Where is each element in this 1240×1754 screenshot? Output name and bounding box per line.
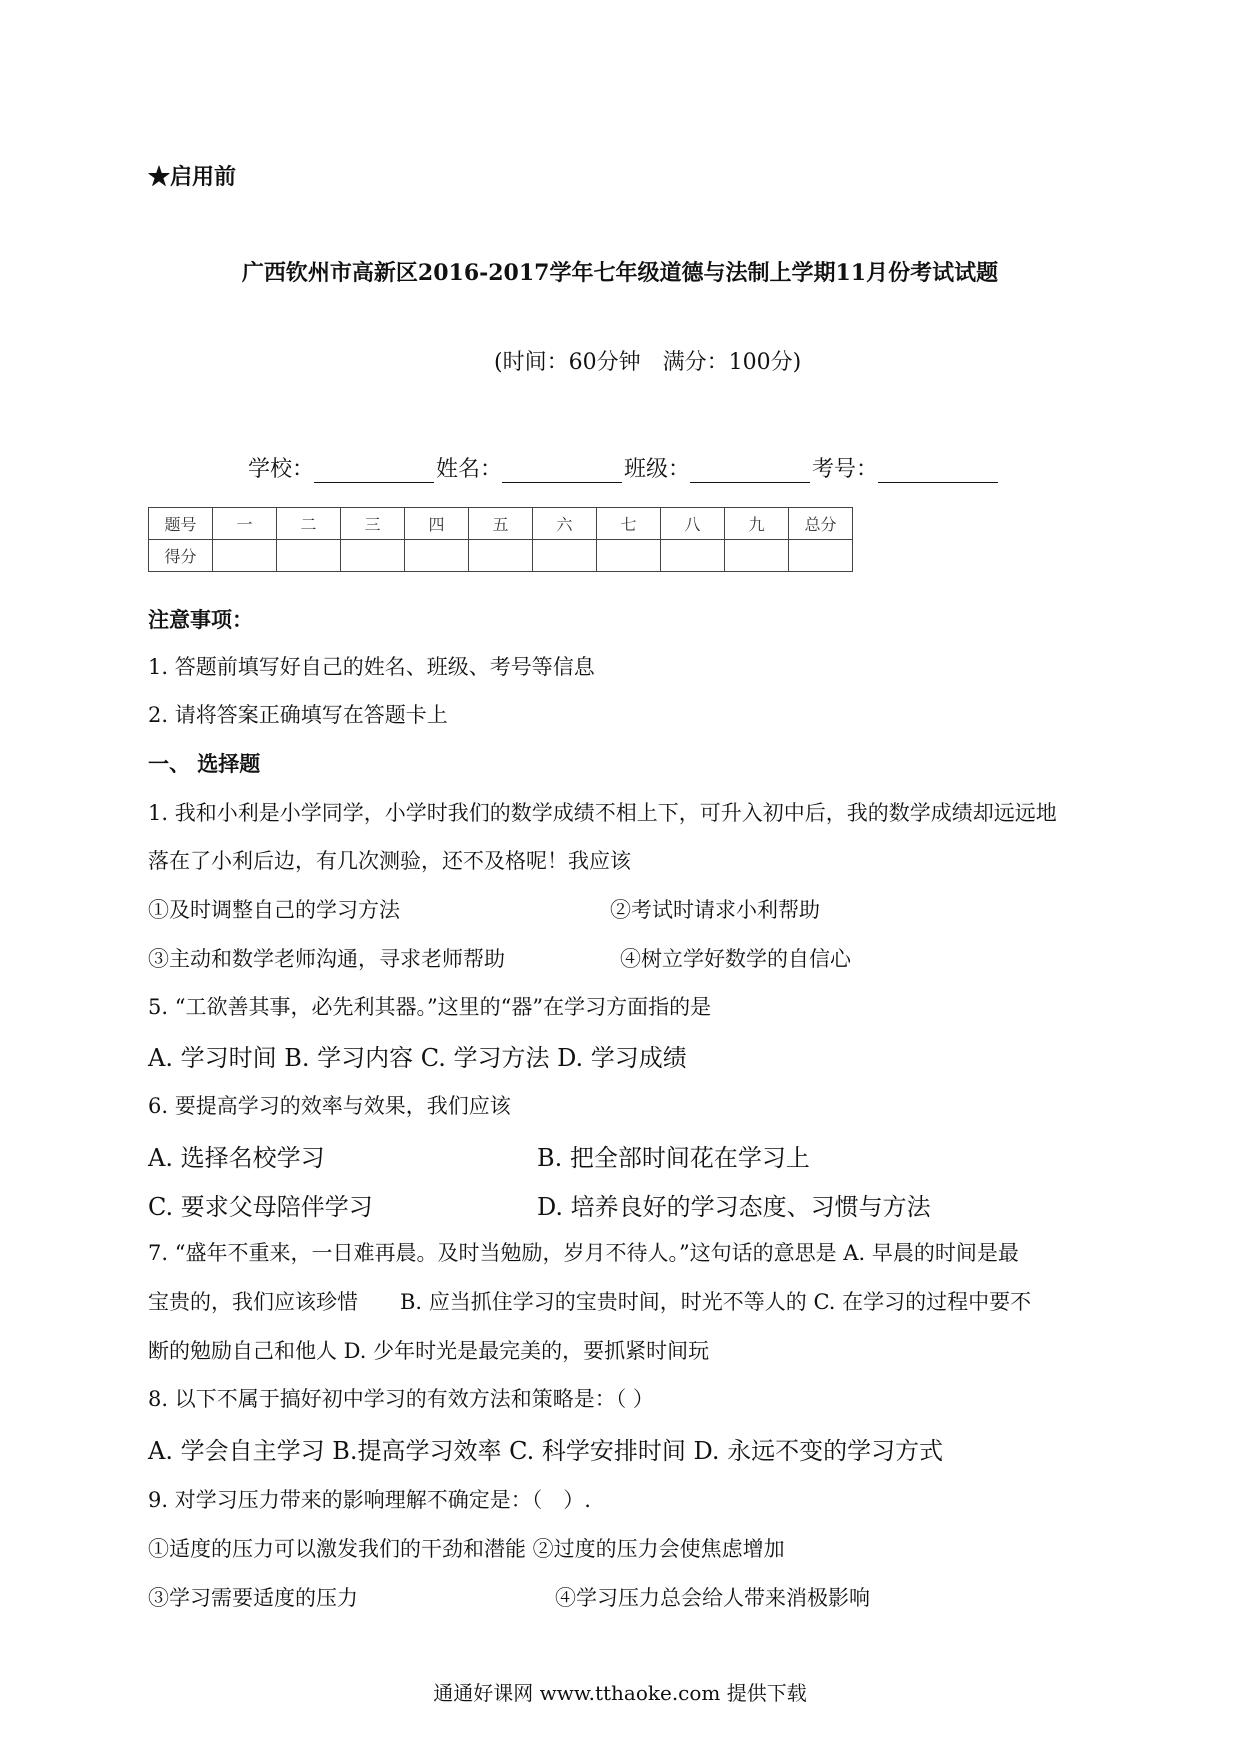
question-8-stem: 8. 以下不属于搞好初中学习的有效方法和策略是：（ ） <box>148 1387 654 1411</box>
class-label: 班级： <box>624 457 691 482</box>
note-item: 1. 答题前填写好自己的姓名、班级、考号等信息 <box>148 655 595 679</box>
question-5-stem: 5. “工欲善其事，必先利其器。”这里的“器”在学习方面指的是 <box>148 995 712 1019</box>
score-cell[interactable] <box>213 540 277 572</box>
exam-number-blank[interactable] <box>878 458 998 483</box>
student-info-row <box>248 452 1000 483</box>
score-cell[interactable] <box>341 540 405 572</box>
question-7-line-3: 断的勉励自己和他人 D. 少年时光是最完美的，要抓紧时间玩 <box>148 1339 710 1363</box>
score-cell[interactable] <box>789 540 853 572</box>
score-row-label: 得分 <box>149 540 213 572</box>
score-header-cell: 九 <box>725 508 789 540</box>
question-6-option: D. 培养良好的学习态度、习惯与方法 <box>537 1193 931 1221</box>
score-cell[interactable] <box>469 540 533 572</box>
question-8-options: A. 学会自主学习 B.提高学习效率 C. 科学安排时间 D. 永远不变的学习方式 <box>148 1437 944 1465</box>
score-header-cell: 一 <box>213 508 277 540</box>
score-cell[interactable] <box>533 540 597 572</box>
question-7-line-2: 宝贵的，我们应该珍惜 B. 应当抓住学习的宝贵时间，时光不等人的 C. 在学习的过程中要不 <box>148 1290 1032 1314</box>
school-blank[interactable] <box>314 458 434 483</box>
question-5-options: A. 学习时间 B. 学习内容 C. 学习方法 D. 学习成绩 <box>148 1044 687 1072</box>
confidential-mark: ★启用前 <box>148 164 237 190</box>
question-9-option: ④学习压力总会给人带来消极影响 <box>555 1586 870 1610</box>
score-cell[interactable] <box>405 540 469 572</box>
score-header-cell: 三 <box>341 508 405 540</box>
score-table-score-row <box>149 540 853 572</box>
class-blank[interactable] <box>690 458 810 483</box>
section-heading: 一、 选择题 <box>148 751 261 776</box>
score-header-cell: 二 <box>277 508 341 540</box>
question-9-stem: 9. 对学习压力带来的影响理解不确定是：（ ）. <box>148 1488 591 1512</box>
question-6-option: B. 把全部时间花在学习上 <box>537 1144 810 1172</box>
score-header-cell: 五 <box>469 508 533 540</box>
question-6-stem: 6. 要提高学习的效率与效果，我们应该 <box>148 1094 511 1118</box>
score-cell[interactable] <box>597 540 661 572</box>
question-6-option: C. 要求父母陪伴学习 <box>148 1193 373 1221</box>
question-9-option: ③学习需要适度的压力 <box>148 1586 358 1610</box>
question-6-option: A. 选择名校学习 <box>148 1144 325 1172</box>
question-9-options: ①适度的压力可以激发我们的干劲和潜能 ②过度的压力会使焦虑增加 <box>148 1537 785 1561</box>
score-header-cell: 总分 <box>789 508 853 540</box>
question-1-option: ①及时调整自己的学习方法 <box>148 898 400 922</box>
note-item: 2. 请将答案正确填写在答题卡上 <box>148 703 448 727</box>
score-cell[interactable] <box>661 540 725 572</box>
score-cell[interactable] <box>277 540 341 572</box>
score-header-cell: 六 <box>533 508 597 540</box>
score-header-cell: 七 <box>597 508 661 540</box>
footer-source: 通通好课网 www.tthaoke.com 提供下载 <box>433 1681 807 1705</box>
question-1-option: ③主动和数学老师沟通，寻求老师帮助 <box>148 947 505 971</box>
question-1-line-1: 1. 我和小利是小学同学，小学时我们的数学成绩不相上下，可升入初中后，我的数学成绩却远远地 <box>148 801 1057 825</box>
question-1-line-2: 落在了小利后边，有几次测验，还不及格呢！我应该 <box>148 849 631 873</box>
notes-heading: 注意事项： <box>148 607 253 632</box>
exam-title: 广西钦州市高新区2016-2017学年七年级道德与法制上学期11月份考试试题 <box>241 260 999 286</box>
score-header-cell: 四 <box>405 508 469 540</box>
name-label: 姓名： <box>436 457 503 482</box>
question-7-line-1: 7. “盛年不重来，一日难再晨。及时当勉励，岁月不待人。”这句话的意思是 A. 早晨的时间是最 <box>148 1241 1019 1265</box>
score-cell[interactable] <box>725 540 789 572</box>
school-label: 学校： <box>248 457 315 482</box>
score-header-cell: 题号 <box>149 508 213 540</box>
score-header-cell: 八 <box>661 508 725 540</box>
score-table-header-row <box>149 508 853 540</box>
name-blank[interactable] <box>502 458 622 483</box>
exam-number-label: 考号： <box>812 457 879 482</box>
exam-subtitle: (时间：60分钟 满分：100分) <box>494 350 802 375</box>
score-table <box>148 507 853 572</box>
question-1-option: ②考试时请求小利帮助 <box>610 898 820 922</box>
question-1-option: ④树立学好数学的自信心 <box>620 947 851 971</box>
